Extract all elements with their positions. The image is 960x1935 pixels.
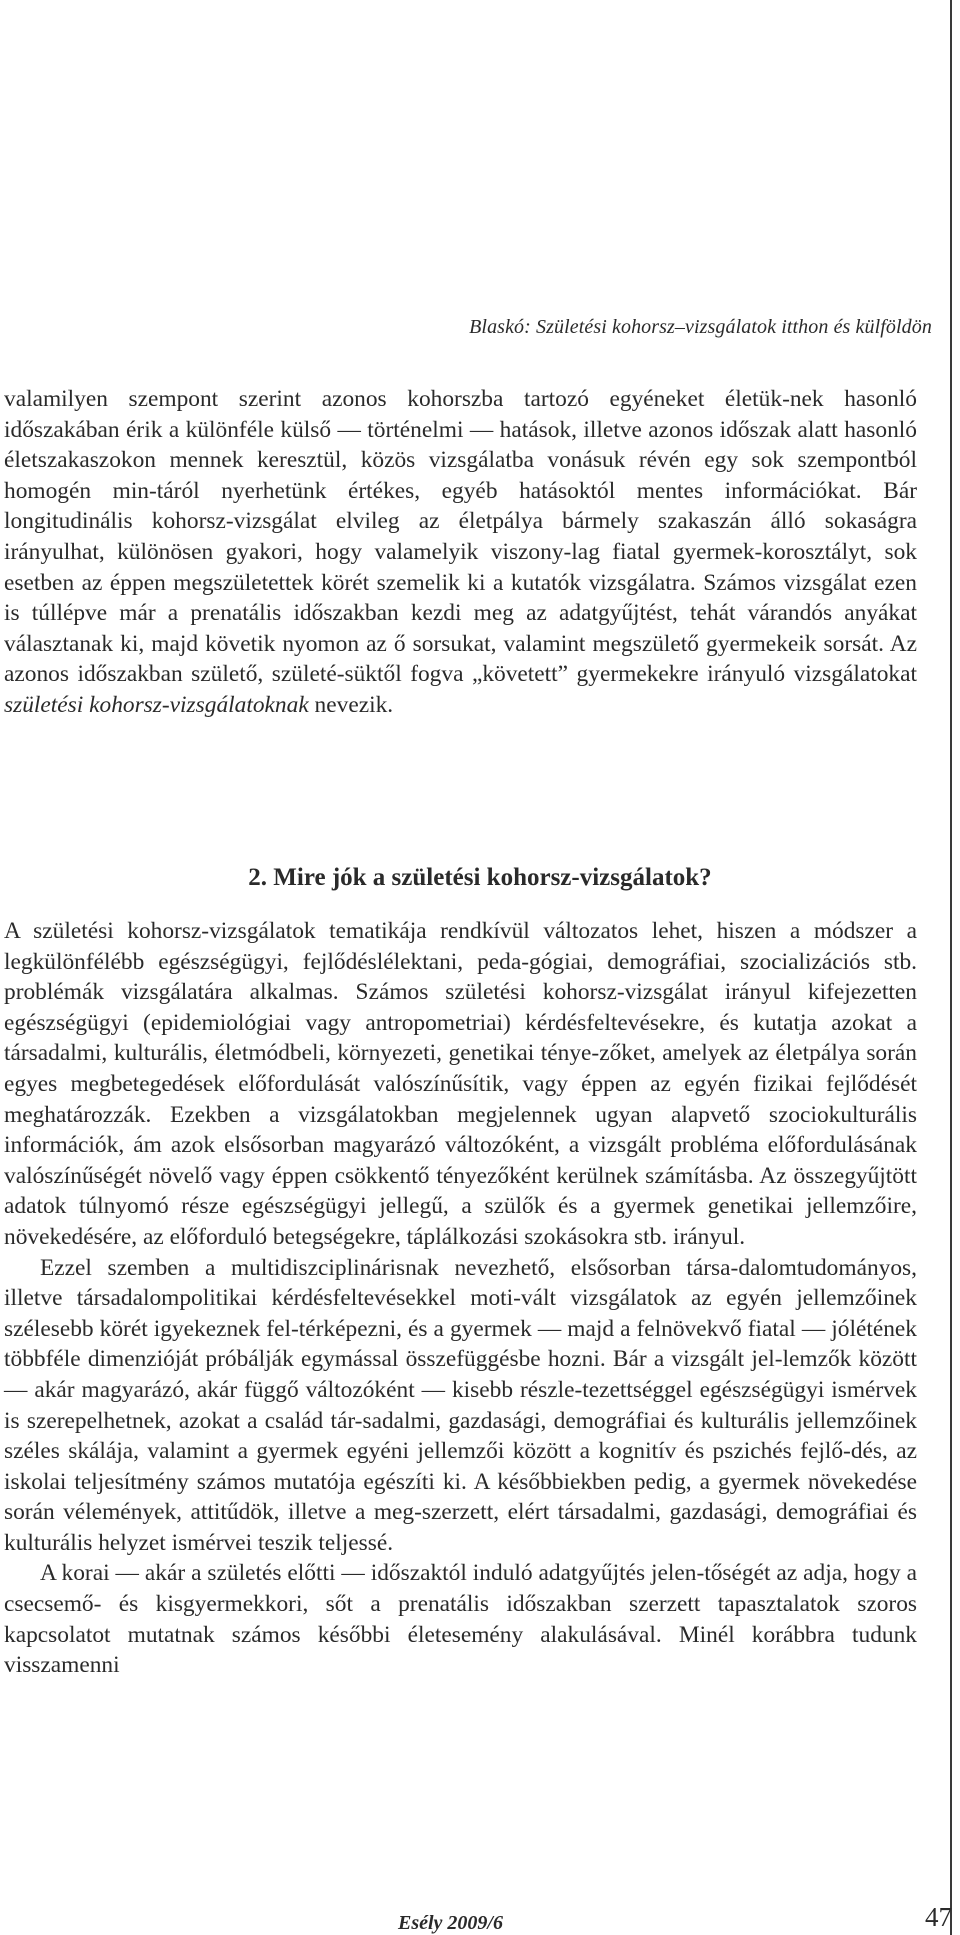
intro-paragraph-text: valamilyen szempont szerint azonos kohorszba tartozó egyéneket életük-nek hasonló időszakában érik a különféle külső — történelmi — hatások, illetve azonos időszak alatt hasonló életszakaszokon mennek keresztül, közös vizsgálatba vonásuk révén egy sok szempontból homogén min-táról nyerhetünk értékes, egyéb hatásoktól mentes információkat. Bár longitudinális kohorsz-vizsgálat elvileg az életpálya bármely szakaszán álló sokaságra irányulhat, különösen gyakori, hogy valamelyik viszony-lag fiatal gyermek-korosztályt, sok esetben az éppen megszületettek körét szemelik ki a kutatók vizsgálatra. Számos vizsgálat ezen is túllépve már a prenatális időszakban kezdi meg az adatgyűjtést, tehát várandós anyákat választanak ki, majd követik nyomon az ő sorsukat, valamint megszülető gyermekeik sorsát. Az azonos időszakban születő, születé-süktől fogva „követett” gyermekekre irányuló vizsgálatokat xyxy=(4,386,917,688)
intro-term: születési kohorsz-vizsgálatoknak xyxy=(4,691,309,718)
body-paragraph-1: A születési kohorsz-vizsgálatok tematikája rendkívül változatos lehet, hiszen a módszer a legkülönfélébb egészségügyi, fejlődéslélektani, peda-gógiai, demográfiai, szocializációs stb. problémák vizsgálatára alkalmas. Számos születési kohorsz-vizsgálat irányul kifejezetten egészségügyi (epidemiológiai vagy antropometriai) kérdésfeltevésekre, és kutatja azokat a társadalmi, kulturális, életmódbeli, környezeti, genetikai ténye-zőket, amelyek az életpálya során egyes megbetegedések előfordulását valószínűsítik, vagy éppen az egyén fizikai fejlődését meghatározzák. Ezekben a vizsgálatokban megjelennek ugyan alapvető szociokulturális információk, ám azok elsősorban magyarázó változóként, a vizsgált probléma előfordulásának valószínűségét növelő vagy éppen csökkentő tényezőként kerülnek számításba. Az összegyűjtött adatok túlnyomó része egészségügyi jellegű, a szülők és a gyermek genetikai jellemzőire, növekedésére, az előforduló betegségekre, táplálkozási szokásokra stb. irányul. xyxy=(4,918,917,1250)
footer-journal-title: Esély 2009/6 xyxy=(398,1912,503,1934)
page-edge-rule xyxy=(950,0,952,1935)
intro-text-block xyxy=(4,384,917,721)
body-paragraph-3: A korai — akár a születés előtti — időszaktól induló adatgyűjtés jelen-tőségét az adja, hogy a csecsemő- és kisgyermekkori, sőt a prenatális időszakban szerzett tapasztalatok szoros kapcsolatot mutatnak számos későbbi életesemény alakulásával. Minél korábbra tudunk visszamenni xyxy=(4,1560,917,1679)
page-number: 47 xyxy=(925,1902,952,1932)
intro-paragraph-end: nevezik. xyxy=(308,691,394,718)
body-paragraph-2: Ezzel szemben a multidiszciplinárisnak nevezhető, elsősorban társa-dalomtudományos, illetve társadalompolitikai kérdésfeltevésekkel moti-vált vizsgálatok az egyén jellemzőinek szélesebb körét igyekeznek fel-térképezni, és a gyermek — majd a felnövekvő fiatal — jólétének többféle dimenzióját próbálják egymással összefüggésbe hozni. Bár a vizsgált jel-lemzők között — akár magyarázó, akár függő változóként — kisebb részle-tezettséggel egészségügyi ismérvek is szerepelhetnek, azokat a család tár-sadalmi, gazdasági, demográfiai és kulturális jellemzőinek széles skálája, valamint a gyermek egyéni jellemzői között a kognitív és pszichés fejlő-dés, az iskolai teljesítmény számos mutatója egészíti ki. A későbbiekben pedig, a gyermek növekedése során vélemények, attitűdök, illetve a meg-szerzett, elért társadalmi, gazdasági, demográfiai és kulturális helyzet ismérvei teszik teljessé. xyxy=(4,1254,917,1556)
running-header: Blaskó: Születési kohorsz–vizsgálatok itthon és külföldön xyxy=(469,316,932,338)
main-text-block xyxy=(4,916,917,1681)
section-heading: 2. Mire jók a születési kohorsz-vizsgálatok? xyxy=(248,864,712,891)
intro-paragraph xyxy=(4,384,917,721)
